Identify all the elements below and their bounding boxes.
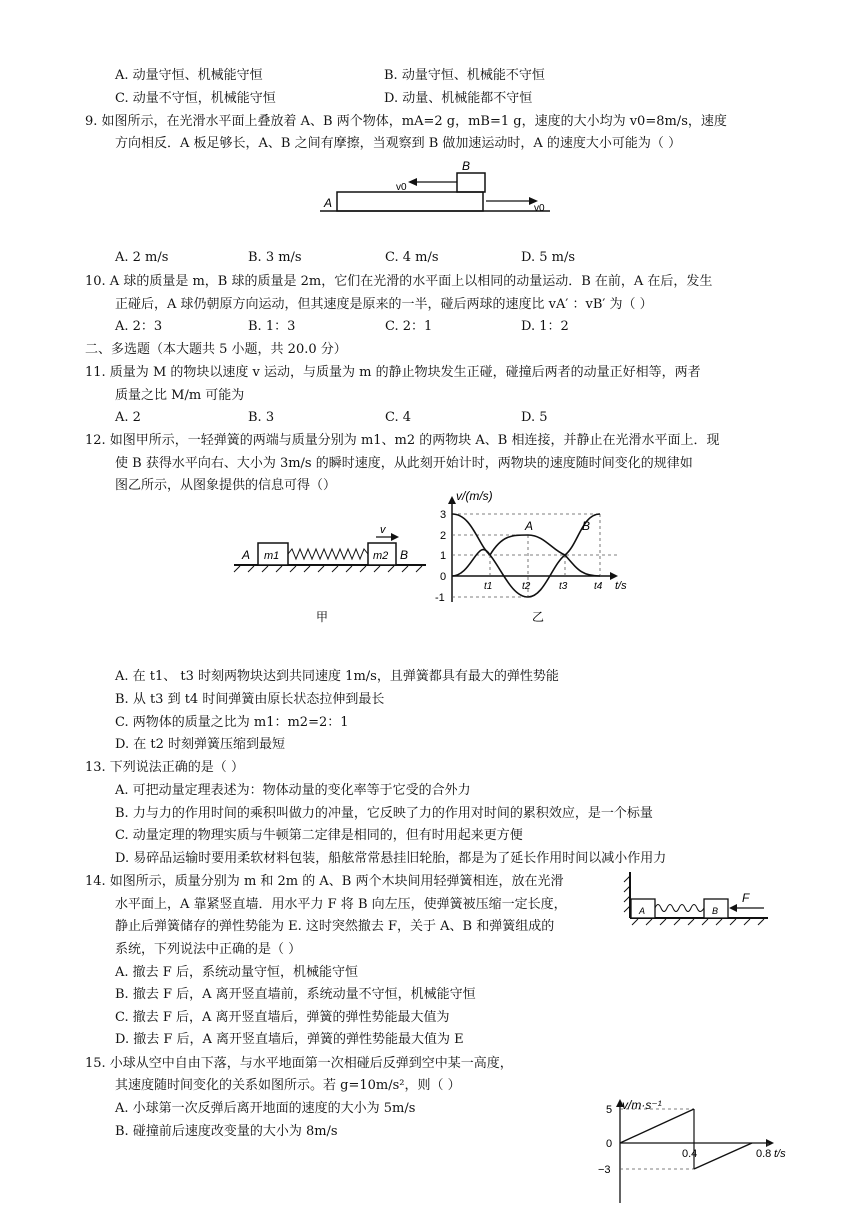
q11-option-c: C. 4 <box>385 410 412 425</box>
q14-label-f: F <box>742 891 750 905</box>
q10-stem-line1: 10. A 球的质量是 m，B 球的质量是 2m，它们在光滑的水平面上以相同的动量运动．B 在前，A 在后，发生 <box>85 274 713 289</box>
q12-right-tick-t1: t1 <box>484 581 493 592</box>
q14-option-d: D. 撤去 F 后，A 离开竖直墙后，弹簧的弹性势能最大值为 E <box>115 1032 464 1047</box>
q15-stem-line2: 其速度随时间变化的关系如图所示。若 g=10m/s²，则（ ） <box>115 1078 461 1093</box>
q14-figure <box>622 868 772 928</box>
q9-option-a: A. 2 m/s <box>115 250 169 265</box>
q15-tick-04: 0.4 <box>682 1148 698 1160</box>
q15-stem-line1: 15. 小球从空中自由下落，与水平地面第一次相碰后反弹到空中某一高度， <box>85 1056 513 1071</box>
q11-option-a: A. 2 <box>115 410 141 425</box>
q9-figure <box>320 159 560 220</box>
q13-option-a: A. 可把动量定理表述为：物体动量的变化率等于它受的合外力 <box>115 783 471 798</box>
q10-option-c: C. 2：1 <box>385 319 433 334</box>
q12-right-xlabel: t/s <box>615 580 627 592</box>
q14-stem-line2: 水平面上，A 靠紧竖直墙．用水平力 F 将 B 向左压，使弹簧被压缩一定长度， <box>115 897 567 912</box>
q12-stem-line3: 图乙所示，从图象提供的信息可得（） <box>115 478 337 493</box>
q9-option-d: D. 5 m/s <box>521 250 576 265</box>
q11-stem-line2: 质量之比 M/m 可能为 <box>115 388 245 403</box>
q12-right-tick-t2: t2 <box>522 581 531 592</box>
q8-option-d: D. 动量、机械能都不守恒 <box>384 91 533 106</box>
q15-xlabel: t/s <box>774 1148 786 1160</box>
q13-stem: 13. 下列说法正确的是（ ） <box>85 760 244 775</box>
q14-option-b: B. 撤去 F 后，A 离开竖直墙前，系统动量不守恒，机械能守恒 <box>115 987 476 1002</box>
q12-right-tick-t4: t4 <box>594 581 603 592</box>
q14-stem-line1: 14. 如图所示，质量分别为 m 和 2m 的 A、B 两个木块间用轻弹簧相连，放在光滑 <box>85 874 564 889</box>
q12-option-b: B. 从 t3 到 t4 时间弹簧由原长状态拉伸到最长 <box>115 692 385 707</box>
q14-option-c: C. 撤去 F 后，A 离开竖直墙后，弹簧的弹性势能最大值为 <box>115 1010 450 1025</box>
q12-stem-line2: 使 B 获得水平向右、大小为 3m/s 的瞬时速度，从此刻开始计时，两物块的速度随时间变化的规律如 <box>115 456 693 471</box>
q12-left-label-b: B <box>400 548 409 562</box>
q9-label-b: B <box>462 159 471 173</box>
q9-option-c: C. 4 m/s <box>385 250 439 265</box>
q12-option-c: C. 两物体的质量之比为 m1：m2=2：1 <box>115 715 349 730</box>
q10-stem-line2: 正碰后，A 球仍朝原方向运动，但其速度是原来的一半，碰后两球的速度比 vA′ ：vB′ 为（ ） <box>115 297 653 312</box>
q11-stem-line1: 11. 质量为 M 的物块以速度 v 运动，与质量为 m 的静止物块发生正碰，碰撞后两者的动量正好相等，两者 <box>85 365 701 380</box>
q15-tick-0: 0 <box>606 1138 613 1150</box>
q15-option-a: A. 小球第一次反弹后离开地面的速度的大小为 5m/s <box>115 1101 416 1116</box>
q9-stem-line2: 方向相反．A 板足够长，A、B 之间有摩擦，当观察到 B 做加速运动时，A 的速度大小可能为（ ） <box>115 136 682 151</box>
q9-option-b: B. 3 m/s <box>248 250 302 265</box>
q14-stem-line4: 系统，下列说法中正确的是（ ） <box>115 942 302 957</box>
q8-option-b: B. 动量守恒、机械能不守恒 <box>384 68 545 83</box>
q9-label-v0-top: v0 <box>396 182 407 193</box>
q10-option-b: B. 1：3 <box>248 319 296 334</box>
q12-right-tick-2: 2 <box>440 530 447 542</box>
section-heading-multiple-choice: 二、多选题（本大题共 5 小题，共 20.0 分） <box>85 342 347 357</box>
q12-right-tick-neg1: -1 <box>435 592 445 604</box>
q13-option-d: D. 易碎品运输时要用柔软材料包装，船舷常常悬挂旧轮胎，都是为了延长作用时间以减小作用力 <box>115 851 667 866</box>
q8-option-c: C. 动量不守恒，机械能守恒 <box>115 91 276 106</box>
q14-label-b: B <box>712 906 719 916</box>
q12-right-curve-b: B <box>582 519 591 533</box>
q12-right-ylabel: v/(m/s) <box>456 489 493 503</box>
q11-option-d: D. 5 <box>521 410 548 425</box>
q15-option-b: B. 碰撞前后速度改变量的大小为 8m/s <box>115 1124 338 1139</box>
q11-option-b: B. 3 <box>248 410 275 425</box>
q12-right-tick-t3: t3 <box>559 581 568 592</box>
q12-left-caption: 甲 <box>316 610 329 624</box>
q14-option-a: A. 撤去 F 后，系统动量守恒，机械能守恒 <box>115 965 358 980</box>
q12-right-tick-3: 3 <box>440 509 447 521</box>
q12-right-tick-0: 0 <box>440 571 447 583</box>
q12-left-label-m2: m2 <box>373 550 389 562</box>
q15-tick-08: 0.8 <box>756 1148 772 1160</box>
q14-label-a: A <box>639 906 646 916</box>
q15-tick-5: 5 <box>606 1104 613 1116</box>
q12-figure-right <box>432 490 632 630</box>
q15-figure <box>592 1095 792 1210</box>
q13-option-b: B. 力与力的作用时间的乘积叫做力的冲量，它反映了力的作用对时间的累积效应，是一个标量 <box>115 806 653 821</box>
q12-left-label-m1: m1 <box>264 550 280 562</box>
q9-label-a: A <box>324 196 333 210</box>
q12-option-d: D. 在 t2 时刻弹簧压缩到最短 <box>115 737 285 752</box>
q12-stem-line1: 12. 如图甲所示，一轻弹簧的两端与质量分别为 m1、m2 的两物块 A、B 相连接，并静止在光滑水平面上．现 <box>85 433 720 448</box>
q12-left-label-a: A <box>242 548 251 562</box>
q15-tick-neg3: −3 <box>598 1164 611 1176</box>
q10-option-d: D. 1：2 <box>521 319 569 334</box>
q15-ylabel: v/m·s⁻¹ <box>622 1098 662 1112</box>
q12-left-label-v: v <box>380 524 386 536</box>
q12-option-a: A. 在 t1、 t3 时刻两物块达到共同速度 1m/s，且弹簧都具有最大的弹性势能 <box>115 669 559 684</box>
q9-stem-line1: 9. 如图所示，在光滑水平面上叠放着 A、B 两个物体，mA=2 g，mB=1 g，速度的大小均为 v0=8m/s，速度 <box>85 114 727 129</box>
q13-option-c: C. 动量定理的物理实质与牛顿第二定律是相同的，但有时用起来更方便 <box>115 828 523 843</box>
q12-figure-left <box>230 520 430 630</box>
q12-right-curve-a: A <box>525 519 534 533</box>
q12-right-caption: 乙 <box>532 610 545 624</box>
q8-option-a: A. 动量守恒、机械能守恒 <box>115 68 263 83</box>
q12-right-tick-1: 1 <box>440 550 447 562</box>
q14-stem-line3: 静止后弹簧储存的弹性势能为 E. 这时突然撤去 F，关于 A、B 和弹簧组成的 <box>115 919 555 934</box>
q9-label-v0-right: v0 <box>534 203 545 214</box>
q10-option-a: A. 2：3 <box>115 319 163 334</box>
